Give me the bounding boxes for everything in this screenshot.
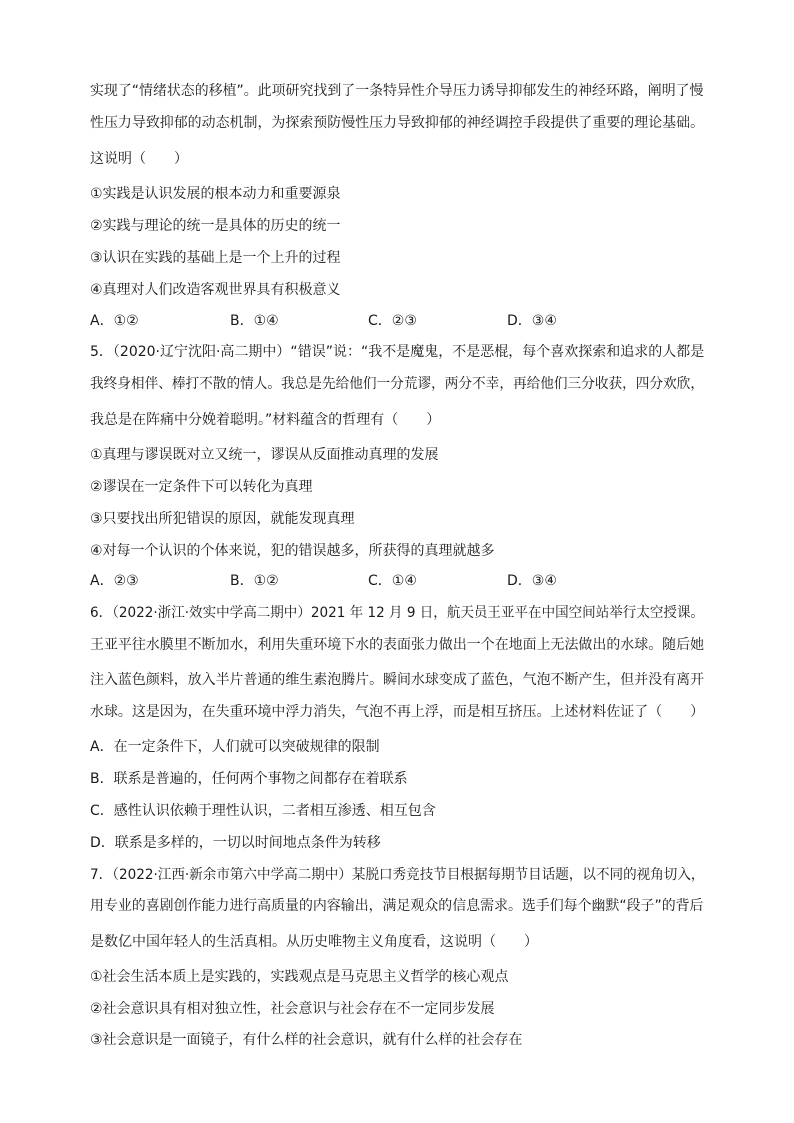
q6-option-a: A．在一定条件下，人们就可以突破规律的限制	[90, 739, 380, 755]
q5-item: ④对每一个认识的个体来说，犯的错误越多，所获得的真理就越多	[90, 543, 495, 559]
q5-choice-b: B．①②	[230, 573, 279, 589]
q7-stem-line: 用专业的喜剧创作能力进行高质量的内容输出，满足观众的信息需求。选手们每个幽默“段子”的背后	[90, 898, 704, 914]
q5-choice-c: C．①④	[368, 573, 417, 589]
q4-stem-line: 性压力导致抑郁的动态机制，为探索预防慢性压力导致抑郁的神经调控手段提供了重要的理论基础。	[90, 115, 705, 131]
q7-item: ②社会意识具有相对独立性，社会意识与社会存在不一定同步发展	[90, 1001, 495, 1017]
q4-item: ①实践是认识发展的根本动力和重要源泉	[90, 186, 341, 202]
q4-item: ②实践与理论的统一是具体的历史的统一	[90, 218, 341, 234]
q4-choice-b: B．①④	[230, 313, 279, 329]
q5-choice-a: A．②③	[90, 573, 139, 589]
q5-item: ②谬误在一定条件下可以转化为真理	[90, 479, 313, 495]
q4-choice-d: D．③④	[507, 313, 557, 329]
q7-stem-line: 是数亿中国年轻人的生活真相。从历史唯物主义角度看，这说明（ ）	[90, 934, 538, 950]
q7-stem-line: 7．（2022·江西·新余市第六中学高二期中）某脱口秀竞技节目根据每期节目话题，以不同的视角切入，	[90, 867, 705, 883]
q6-stem-line: 注入蓝色颜料，放入半片普通的维生素泡腾片。瞬间水球变成了蓝色，气泡不断产生，但并没有离开	[90, 672, 705, 688]
q4-item: ④真理对人们改造客观世界具有积极意义	[90, 282, 341, 298]
q6-option-d: D．联系是多样的，一切以时间地点条件为转移	[90, 835, 381, 851]
q6-option-c: C．感性认识依赖于理性认识，二者相互渗透、相互包含	[90, 803, 436, 819]
q6-stem-line: 王亚平往水膜里不断加水，利用失重环境下水的表面张力做出一个在地面上无法做出的水球。随后她	[90, 637, 705, 653]
q5-choice-d: D．③④	[507, 573, 557, 589]
q6-stem-line: 水球。这是因为，在失重环境中浮力消失，气泡不再上浮，而是相互挤压。上述材料佐证了（ ）	[90, 704, 705, 720]
q5-stem-line: 我总是在阵痛中分娩着聪明。”材料蕴含的哲理有（ ）	[90, 412, 441, 428]
q4-choice-c: C．②③	[368, 313, 417, 329]
q5-item: ①真理与谬误既对立又统一，谬误从反面推动真理的发展	[90, 447, 439, 463]
q5-item: ③只要找出所犯错误的原因，就能发现真理	[90, 511, 355, 527]
q4-choice-a: A．①②	[90, 313, 139, 329]
q6-option-b: B．联系是普遍的，任何两个事物之间都存在着联系	[90, 771, 408, 787]
q5-stem-line: 5．（2020·辽宁沈阳·高二期中）“错误”说：“我不是魔鬼，不是恶棍，每个喜欢探索和追求的人都是	[90, 344, 705, 360]
q7-item: ①社会生活本质上是实践的，实践观点是马克思主义哲学的核心观点	[90, 969, 509, 985]
q6-stem-line: 6．（2022·浙江·效实中学高二期中）2021 年 12 月 9 日，航天员王亚平在中国空间站举行太空授课。	[90, 605, 705, 621]
q4-stem-line: 这说明（ ）	[90, 151, 188, 167]
q4-stem-line: 实现了“情绪状态的移植”。此项研究找到了一条特异性介导压力诱导抑郁发生的神经环路，阐明了慢	[90, 83, 704, 99]
q4-item: ③认识在实践的基础上是一个上升的过程	[90, 250, 341, 266]
q5-stem-line: 我终身相伴、棒打不散的情人。我总是先给他们一分荒谬，两分不幸，再给他们三分收获，四分欢欣，	[90, 376, 704, 392]
q7-item: ③社会意识是一面镜子，有什么样的社会意识，就有什么样的社会存在	[90, 1032, 523, 1048]
